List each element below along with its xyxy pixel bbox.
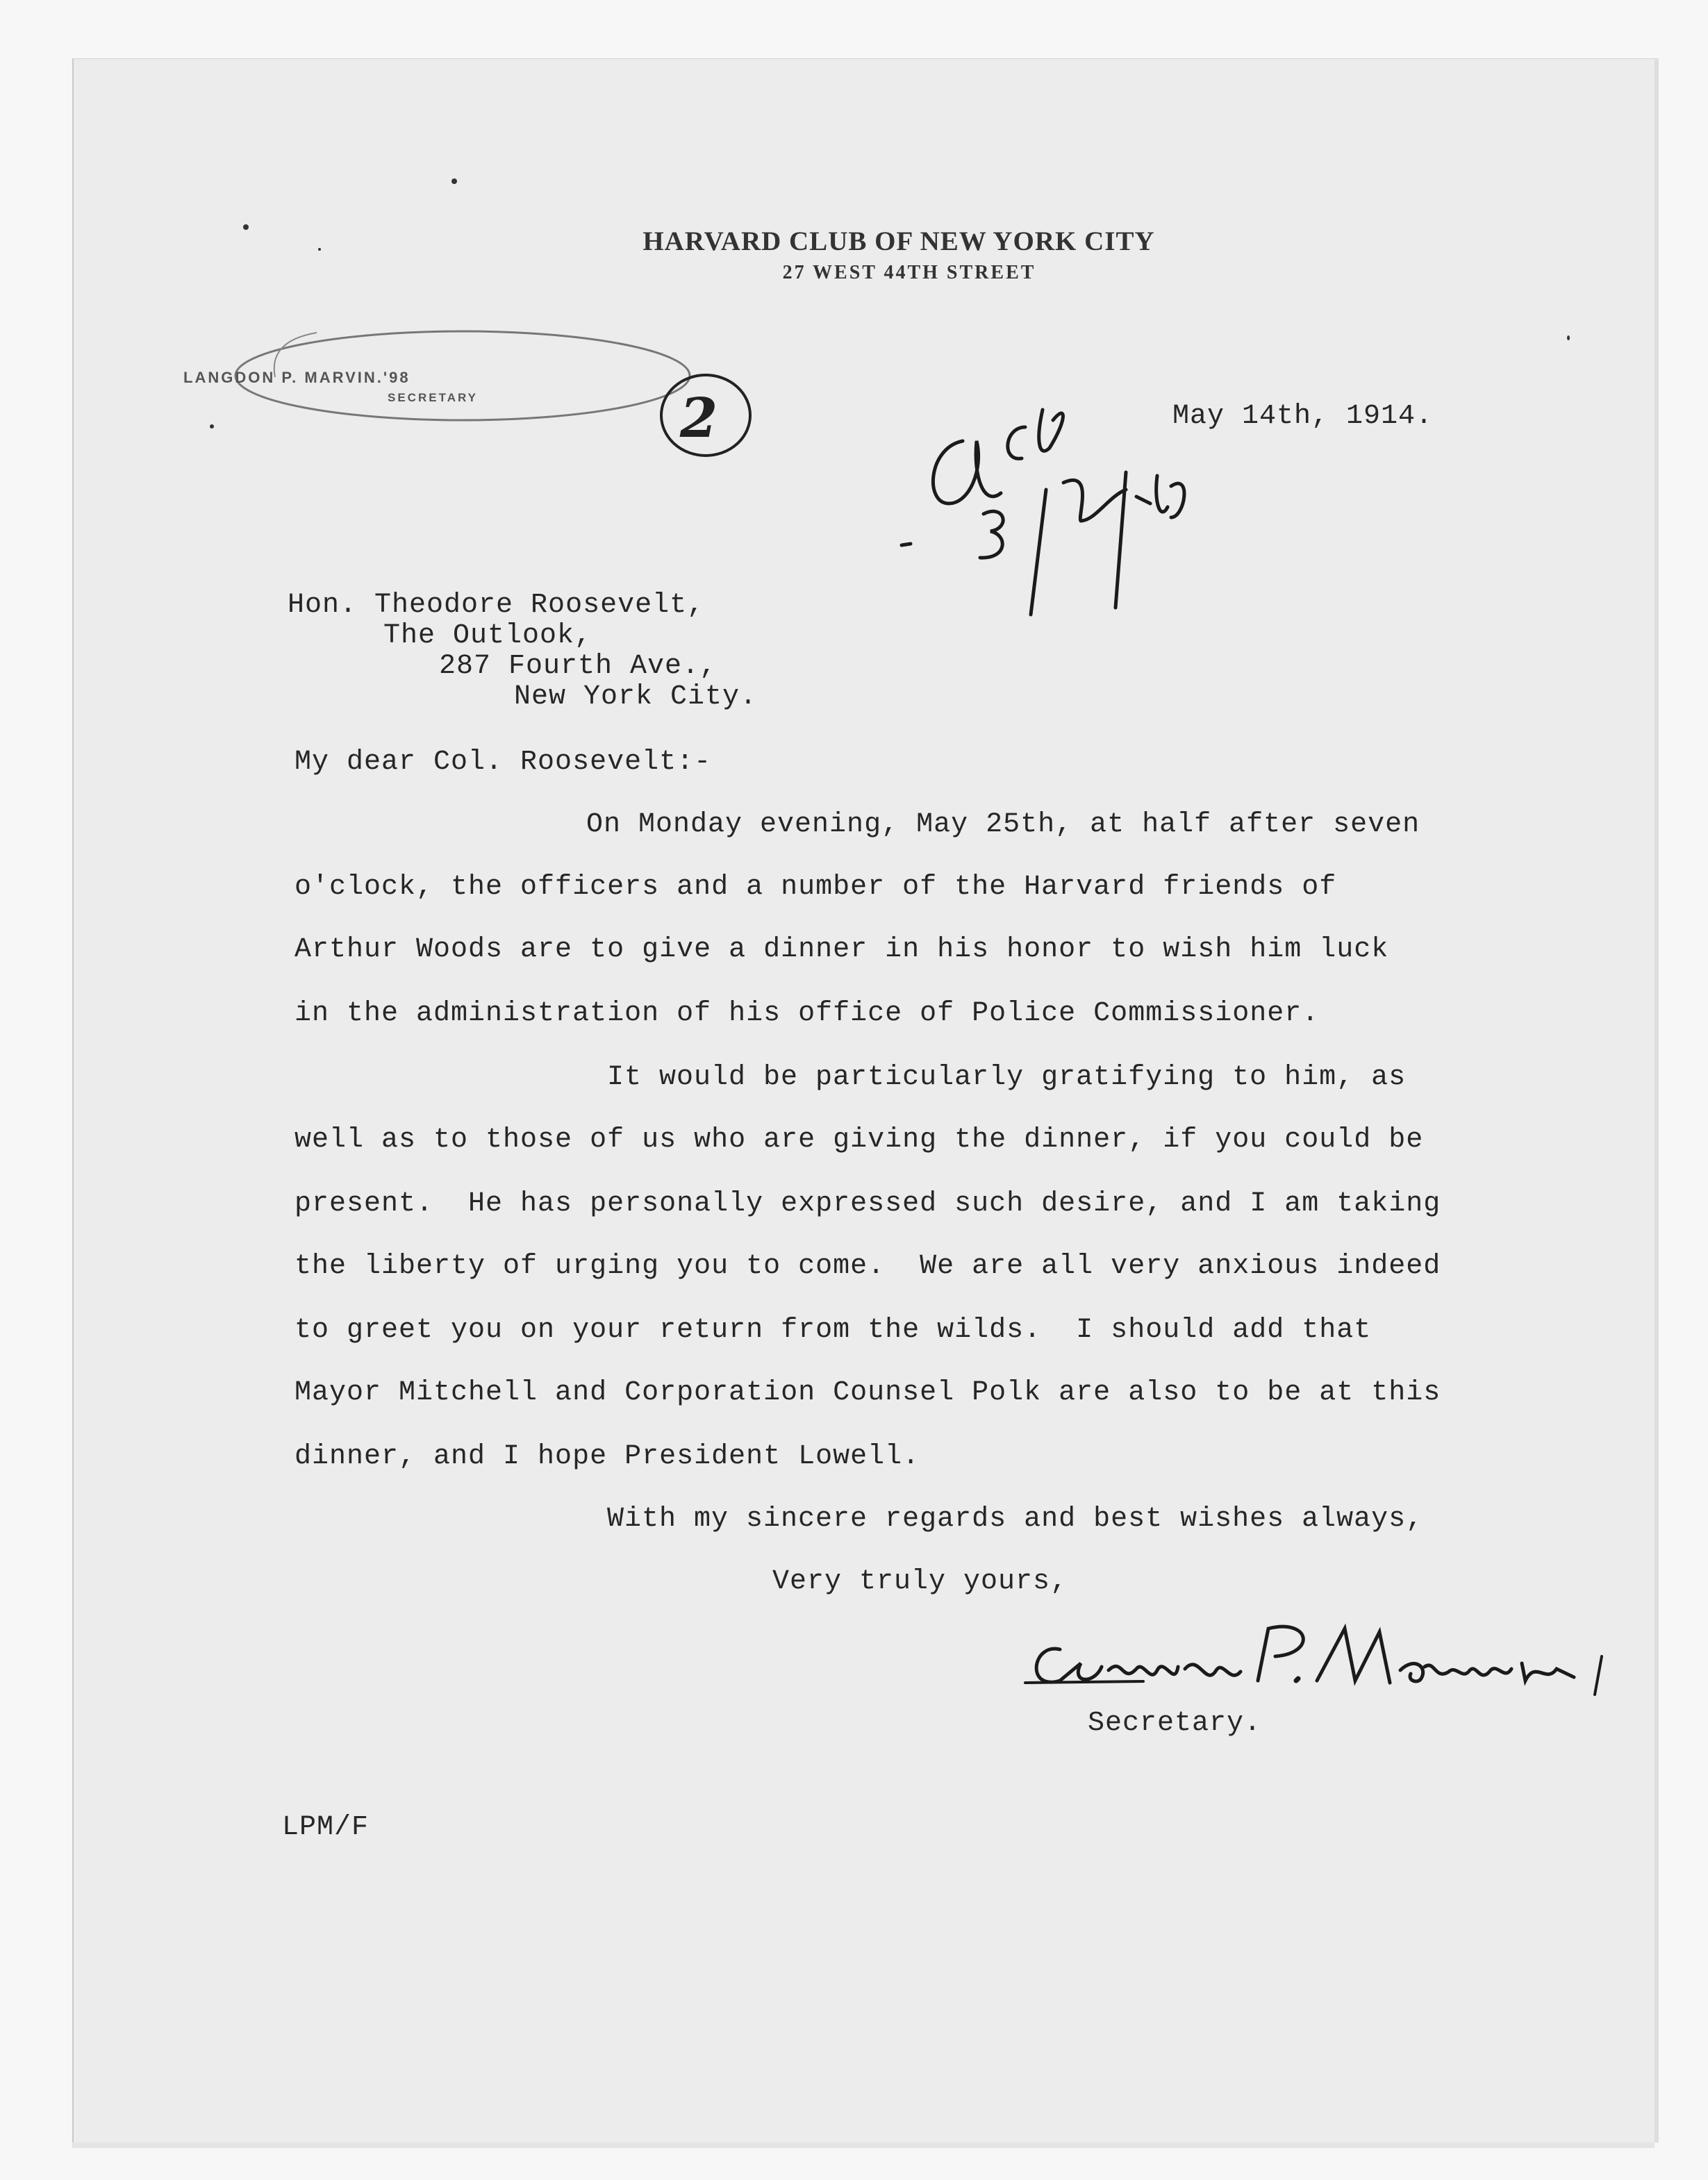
body-line: dinner, and I hope President Lowell. (295, 1441, 920, 1472)
recipient-line-4: New York City. (514, 681, 758, 713)
body-line: Mayor Mitchell and Corporation Counsel Polk are also to be at this (295, 1377, 1441, 1408)
signer-title: Secretary. (1088, 1708, 1262, 1739)
recipient-line-2: The Outlook, (383, 620, 592, 651)
letterhead-organization: HARVARD CLUB OF NEW YORK CITY (642, 226, 1155, 256)
recipient-line-1: Hon. Theodore Roosevelt, (288, 590, 705, 621)
page-number: 2 (679, 387, 718, 450)
closing-line: With my sincere regards and best wishes always, (607, 1504, 1424, 1535)
letterhead-address: 27 WEST 44TH STREET (782, 262, 1036, 283)
body-line: Arthur Woods are to give a dinner in his honor to wish him luck (295, 934, 1389, 965)
body-line: in the administration of his office of Police Commissioner. (295, 998, 1320, 1029)
letter-page (72, 58, 1655, 2142)
body-line: It would be particularly gratifying to him, as (607, 1062, 1407, 1093)
paper-speck (1567, 335, 1570, 340)
complimentary-close: Very truly yours, (772, 1566, 1068, 1597)
ack-note (886, 337, 1247, 642)
body-line: well as to those of us who are giving the dinner, if you could be (295, 1124, 1424, 1156)
handwritten-signature (1018, 1615, 1643, 1712)
letterhead-officer-name: LANGDON P. MARVIN.'98 (183, 369, 411, 386)
body-line: o'clock, the officers and a number of the Harvard friends of (295, 872, 1337, 903)
letterhead-officer-title: SECRETARY (388, 391, 478, 404)
body-line: present. He has personally expressed such desire, and I am taking (295, 1188, 1441, 1220)
body-line: to greet you on your return from the wilds. I should add that (295, 1315, 1372, 1346)
circled-page-number (654, 369, 757, 462)
recipient-line-3: 287 Fourth Ave., (439, 651, 718, 682)
paper-speck (451, 178, 457, 184)
salutation: My dear Col. Roosevelt:- (295, 747, 712, 778)
body-line: On Monday evening, May 25th, at half after seven (586, 809, 1420, 840)
letter-date: May 14th, 1914. (1172, 401, 1434, 432)
reference-initials: LPM/F (282, 1812, 370, 1843)
body-line: the liberty of urging you to come. We are all very anxious indeed (295, 1251, 1441, 1282)
